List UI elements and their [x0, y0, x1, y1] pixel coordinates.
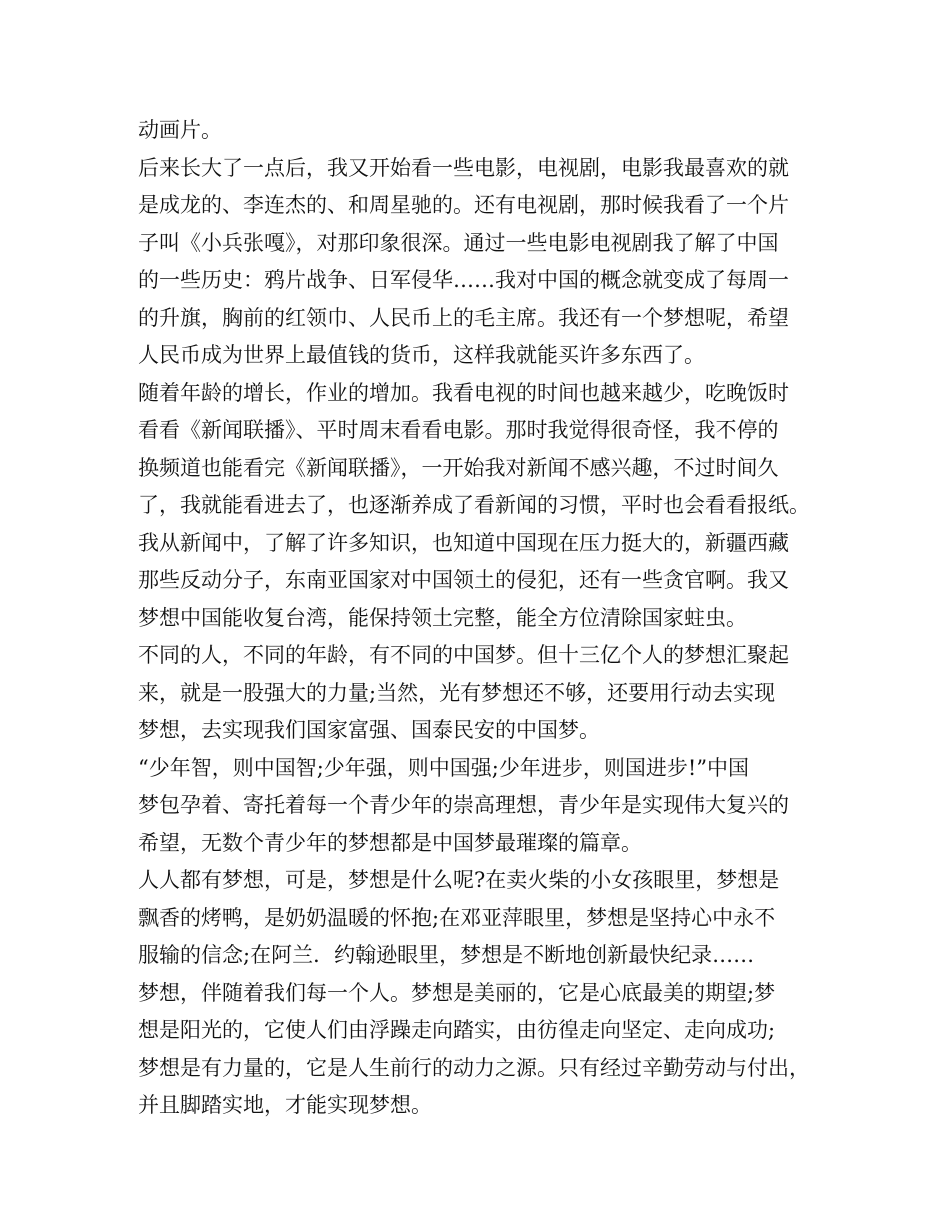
text-line: 是成龙的、李连杰的、和周星驰的。还有电视剧，那时候我看了一个片: [138, 193, 789, 217]
text-line: “少年智，则中国智;少年强，则中国强;少年进步，则国进步!”中国: [138, 755, 750, 780]
text-line: 的升旗，胸前的红领巾、人民币上的毛主席。我还有一个梦想呢，希望: [138, 305, 789, 330]
text-line: 梦想，去实现我们国家富强、国泰民安的中国梦。: [138, 718, 600, 742]
text-line: 的一些历史：鸦片战争、日军侵华……我对中国的概念就变成了每周一: [138, 268, 789, 292]
text-line: 梦想中国能收复台湾，能保持领土完整，能全方位清除国家蛀虫。: [138, 605, 747, 630]
text-line: 子叫《小兵张嘎》，对那印象很深。通过一些电影电视剧我了解了中国: [138, 230, 779, 255]
text-line: 梦想是有力量的，它是人生前行的动力之源。只有经过辛勤劳动与付出，: [138, 1055, 810, 1080]
text-line: 随着年龄的增长，作业的增加。我看电视的时间也越来越少，吃晚饭时: [138, 380, 789, 405]
text-line: 了，我就能看进去了，也逐渐养成了看新闻的习惯，平时也会看看报纸。: [138, 493, 810, 517]
text-line: 并且脚踏实地，才能实现梦想。: [138, 1093, 432, 1117]
text-line: 我从新闻中，了解了许多知识，也知道中国现在压力挺大的，新疆西藏: [138, 530, 789, 555]
text-line: 换频道也能看完《新闻联播》，一开始我对新闻不感兴趣，不过时间久: [138, 455, 779, 480]
document-body: [138, 112, 828, 1125]
text-line: 想是阳光的，它使人们由浮躁走向踏实，由彷徨走向坚定、走向成功;: [138, 1018, 776, 1042]
text-line: 动画片。: [138, 118, 222, 142]
text-line: 后来长大了一点后，我又开始看一些电影，电视剧，电影我最喜欢的就: [138, 155, 789, 180]
text-line: 梦想，伴随着我们每一个人。梦想是美丽的，它是心底最美的期望;梦: [138, 980, 776, 1005]
text-line: 看看《新闻联播》、平时周末看看电影。那时我觉得很奇怪，我不停的: [138, 418, 779, 442]
text-line: 人民币成为世界上最值钱的货币，这样我就能买许多东西了。: [138, 343, 705, 367]
text-line: 不同的人，不同的年龄，有不同的中国梦。但十三亿个人的梦想汇聚起: [138, 643, 789, 667]
text-line: 服输的信念;在阿兰．约翰逊眼里，梦想是不断地创新最快纪录……: [138, 943, 755, 967]
text-line: 人人都有梦想，可是，梦想是什么呢?在卖火柴的小女孩眼里，梦想是: [138, 868, 780, 892]
text-line: 飘香的烤鸭，是奶奶温暖的怀抱;在邓亚萍眼里，梦想是坚持心中永不: [138, 905, 776, 930]
text-line: 希望，无数个青少年的梦想都是中国梦最璀璨的篇章。: [138, 830, 642, 855]
text-line: 梦包孕着、寄托着每一个青少年的崇高理想，青少年是实现伟大复兴的: [138, 793, 789, 817]
text-line: 那些反动分子，东南亚国家对中国领土的侵犯，还有一些贪官啊。我又: [138, 568, 789, 592]
text-line: 来，就是一股强大的力量;当然，光有梦想还不够，还要用行动去实现: [138, 680, 776, 705]
